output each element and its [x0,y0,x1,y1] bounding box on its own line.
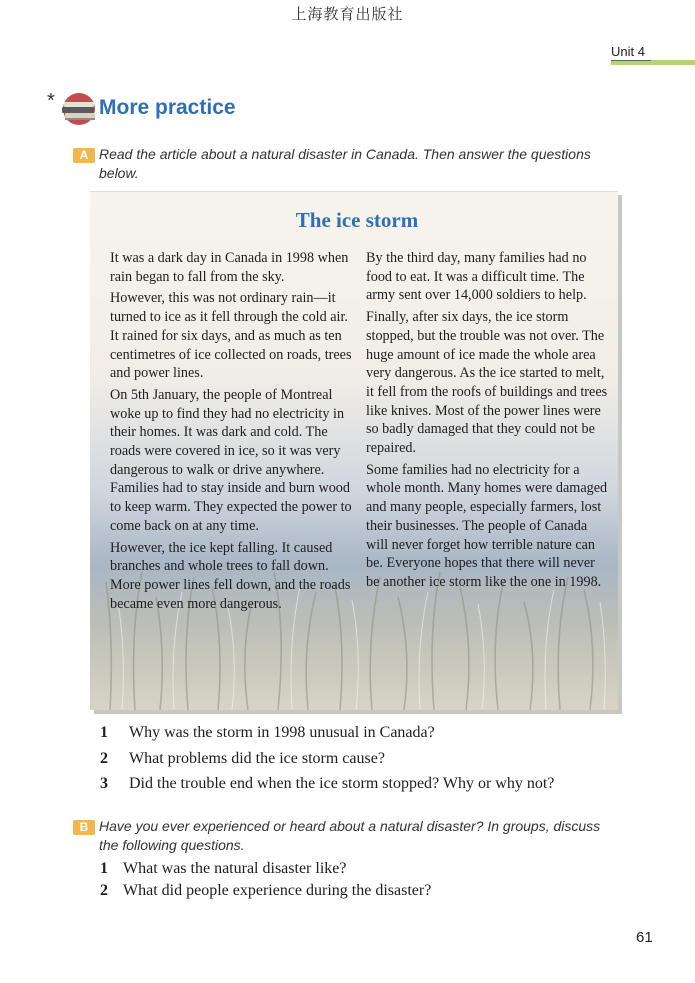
article-paragraph: However, the ice kept falling. It caused branches and whole trees to fall down. More power lines fell down, and the roads became even more dangerous. [110,539,351,612]
section-title: More practice [99,96,236,119]
task-b-line-2: the following questions. [99,837,245,853]
section-marker: * [47,90,55,112]
article-paragraph: Some families had no electricity for a whole month. Many homes were damaged and many people, especially farmers, lost their businesses. The people of Canada will never forget how terrible nature can be. Everyone hopes that there will never be another ice storm like the one in 1998. [366,461,608,590]
question-number: 2 [100,749,108,767]
question-item [100,746,680,772]
task-b-instruction [99,817,619,855]
article-paragraph: By the third day, many families had no food to eat. It was a difficult time. The army sent over 14,000 soldiers to help. [366,250,587,304]
question-text: Why was the storm in 1998 unusual in Canada? [129,724,435,741]
article-column-1 [110,249,354,616]
question-number: 1 [100,860,108,877]
questions-b-list [100,858,680,902]
article-column-2 [366,249,610,595]
question-text: What was the natural disaster like? [123,860,347,877]
question-number: 1 [100,724,108,741]
page-number: 61 [636,929,653,946]
publisher-header: 上海教育出版社 [291,5,404,23]
article-paragraph: On 5th January, the people of Montreal woke up to find they had no electricity in their homes. It was dark and cold. The roads were covered in ice, so it was very dangerous to walk or drive anywhere. Families had to stay inside and burn wood to keep warm. They expected the power to come back on at any time. [110,386,352,534]
question-item [100,720,680,746]
unit-label: Unit 4 [611,44,645,59]
question-item [100,771,680,797]
article-paragraph: Finally, after six days, the ice storm stopped, but the trouble was not over. The huge amount of ice made the whole area very dangerous. As the ice started to melt, it fell from the roofs of buildings and trees like knives. Most of the power lines were so badly damaged that they could not be repaired. [366,309,608,457]
question-text: What problems did the ice storm cause? [129,749,385,767]
task-a-line-1: Read the article about a natural disaster in Canada. Then answer the questions [99,146,591,162]
question-number: 3 [100,775,108,792]
question-text: Did the trouble end when the ice storm stopped? Why or why not? [129,775,555,792]
task-b-label: B [73,820,95,835]
task-a-label: A [73,148,95,163]
article-title: The ice storm [295,208,419,232]
article-paragraph: It was a dark day in Canada in 1998 when rain began to fall from the sky. [110,250,349,285]
question-text: What did people experience during the disaster? [123,882,432,899]
task-a-line-2: below. [99,165,139,181]
questions-a-list [100,720,680,797]
unit-underline [611,60,651,61]
books-icon [60,92,98,126]
task-b-line-1: Have you ever experienced or heard about a natural disaster? In groups, discuss [99,818,601,834]
question-item [100,880,680,902]
question-item [100,858,680,880]
question-number: 2 [100,882,108,899]
task-a-instruction [99,145,619,183]
article-paragraph: However, this was not ordinary rain—it turned to ice as it fell through the cold air. It rained for six days, and as much as ten centimetres of ice collected on roads, trees and power lines. [110,290,352,382]
